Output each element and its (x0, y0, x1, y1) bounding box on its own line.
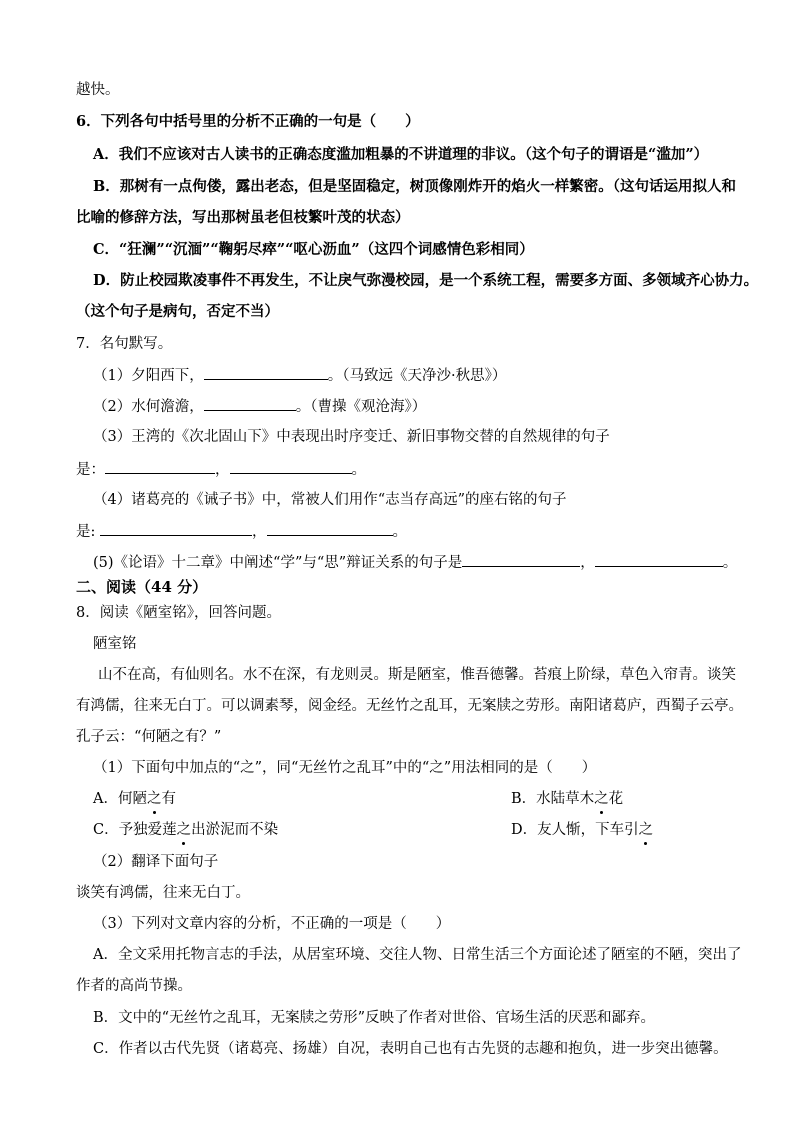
option-a[interactable] (93, 791, 176, 807)
q6-option-d-line2: （这个句子是病句，否定不当） (76, 303, 279, 320)
separator-comma: ， (252, 524, 267, 540)
passage-line-2: 有鸿儒，往来无白丁。可以调素琴，阅金经。无丝竹之乱耳，无案牍之劳形。南阳诸葛庐，西蜀子云亭。 (76, 698, 743, 714)
answer-blank[interactable] (105, 459, 215, 474)
answer-blank[interactable] (230, 459, 352, 474)
end-period: 。 (392, 524, 407, 540)
q8-sub3-stem: （3）下列对文章内容的分析，不正确的一项是（ ） (93, 916, 451, 932)
dotted-char: 之 (176, 822, 192, 838)
dotted-char: 之 (638, 822, 654, 838)
passage-line-1: 山不在高，有仙则名。水不在深，有龙则灵。斯是陋室，惟吾德馨。苔痕上阶绿，草色入帘青。谈笑 (98, 667, 736, 683)
section-heading-reading: 二、阅读（44 分） (76, 578, 208, 596)
separator-comma: ， (580, 555, 595, 571)
q7-item-3-prefix: 是： (76, 462, 105, 478)
answer-blank[interactable] (462, 552, 580, 567)
answer-blank[interactable] (204, 396, 296, 411)
q8-sub2-stem: （2）翻译下面句子 (93, 854, 219, 870)
option-b-text: B．水陆草木 (511, 791, 595, 807)
q6-option-b-line2: 比喻的修辞方法，写出那树虽老但枝繁叶茂的状态） (76, 209, 410, 226)
q8-sub3-option-b: B．文中的“无丝竹之乱耳，无案牍之劳形”反映了作者对世俗、官场生活的厌恶和鄙弃。 (93, 1010, 655, 1026)
q7-item-1-source: 。（马致远《天净沙·秋思》） (327, 368, 507, 384)
passage-line-3: 孔子云：“何陋之有？” (76, 729, 222, 745)
q6-option-c: C．“狂澜”“沉湎”“鞠躬尽瘁”“呕心沥血”（这四个词感情色彩相同） (93, 241, 534, 258)
option-c-text: C．予独爱莲 (93, 822, 177, 838)
q8-stem: 8．阅读《陋室铭》，回答问题。 (76, 605, 281, 621)
q7-item-4-prefix: 是: (76, 524, 96, 540)
end-period: 。 (351, 462, 366, 478)
option-a-text-end: 有 (161, 791, 176, 807)
q7-item-1-prefix: （1）夕阳西下， (93, 368, 204, 384)
q8-sub3-option-a-line1: A．全文采用托物言志的手法，从居室环境、交往人物、日常生活三个方面论述了陋室的不陋，突出了 (93, 947, 742, 963)
q8-sub1-options-row2 (93, 820, 793, 840)
dotted-char: 之 (594, 791, 609, 807)
q6-option-d-line1: D．防止校园欺凌事件不再发生，不让戾气弥漫校园，是一个系统工程，需要多方面、多领域齐心协力。 (93, 272, 759, 289)
q6-stem: 6．下列各句中括号里的分析不正确的一句是（ ） (76, 113, 420, 130)
q7-item-3-line1: （3）王湾的《次北固山下》中表现出时序变迁、新旧事物交替的自然规律的句子 (93, 429, 610, 445)
option-d[interactable] (511, 820, 653, 840)
answer-blank[interactable] (100, 521, 252, 536)
q8-sub1-stem: （1）下面句中加点的“之”，同“无丝竹之乱耳”中的“之”用法相同的是（ ） (93, 760, 597, 776)
option-b[interactable] (511, 789, 623, 809)
q6-option-b-line1: B．那树有一点佝偻，露出老态，但是坚固稳定，树顶像刚炸开的焰火一样繁密。（这句话运用拟人和 (93, 178, 737, 195)
q7-item-5-prefix: (5)《论语》十二章》中阐述“学”与“思”辩证关系的句子是 (93, 555, 463, 571)
q8-sub3-option-a-line2: 作者的高尚节操。 (76, 978, 192, 994)
answer-blank[interactable] (267, 521, 393, 536)
end-period: 。 (722, 555, 738, 571)
separator-comma: ， (215, 462, 230, 478)
q7-item-3-line2 (76, 459, 776, 480)
q8-sub2-sentence: 谈笑有鸿儒，往来无白丁。 (76, 885, 250, 901)
q7-item-2-source: 。（曹操《观沧海》） (295, 399, 427, 415)
q8-sub1-options-row1 (93, 789, 793, 809)
option-b-text-end: 花 (608, 791, 624, 807)
option-c-text-end: 出淤泥而不染 (191, 822, 279, 838)
passage-title: 陋室铭 (93, 636, 137, 652)
q7-item-1 (93, 365, 793, 386)
dotted-char: 之 (146, 791, 162, 807)
answer-blank[interactable] (595, 552, 723, 567)
q8-sub3-option-c: C．作者以古代先贤（诸葛亮、扬雄）自况，表明自己也有古先贤的志趣和抱负，进一步突出德馨。 (93, 1041, 728, 1057)
option-c[interactable] (93, 822, 278, 838)
q7-item-2 (93, 396, 793, 417)
q6-option-a: A．我们不应该对古人读书的正确态度滥加粗暴的不讲道理的非议。（这个句子的谓语是“滥加”） (93, 146, 709, 163)
q7-item-4-line2 (76, 521, 776, 542)
q7-item-4-line1: （4）诸葛亮的《诫子书》中，常被人们用作“志当存高远”的座右铭的句子 (93, 492, 567, 508)
answer-blank[interactable] (204, 365, 328, 380)
q7-item-2-prefix: （2）水何澹澹， (93, 399, 204, 415)
q7-stem: 7．名句默写。 (76, 336, 173, 352)
q7-item-5 (93, 552, 793, 573)
option-d-text: D．友人惭，下车引 (511, 822, 639, 838)
continued-text: 越快。 (76, 82, 120, 98)
option-a-text: A．何陋 (93, 791, 147, 807)
